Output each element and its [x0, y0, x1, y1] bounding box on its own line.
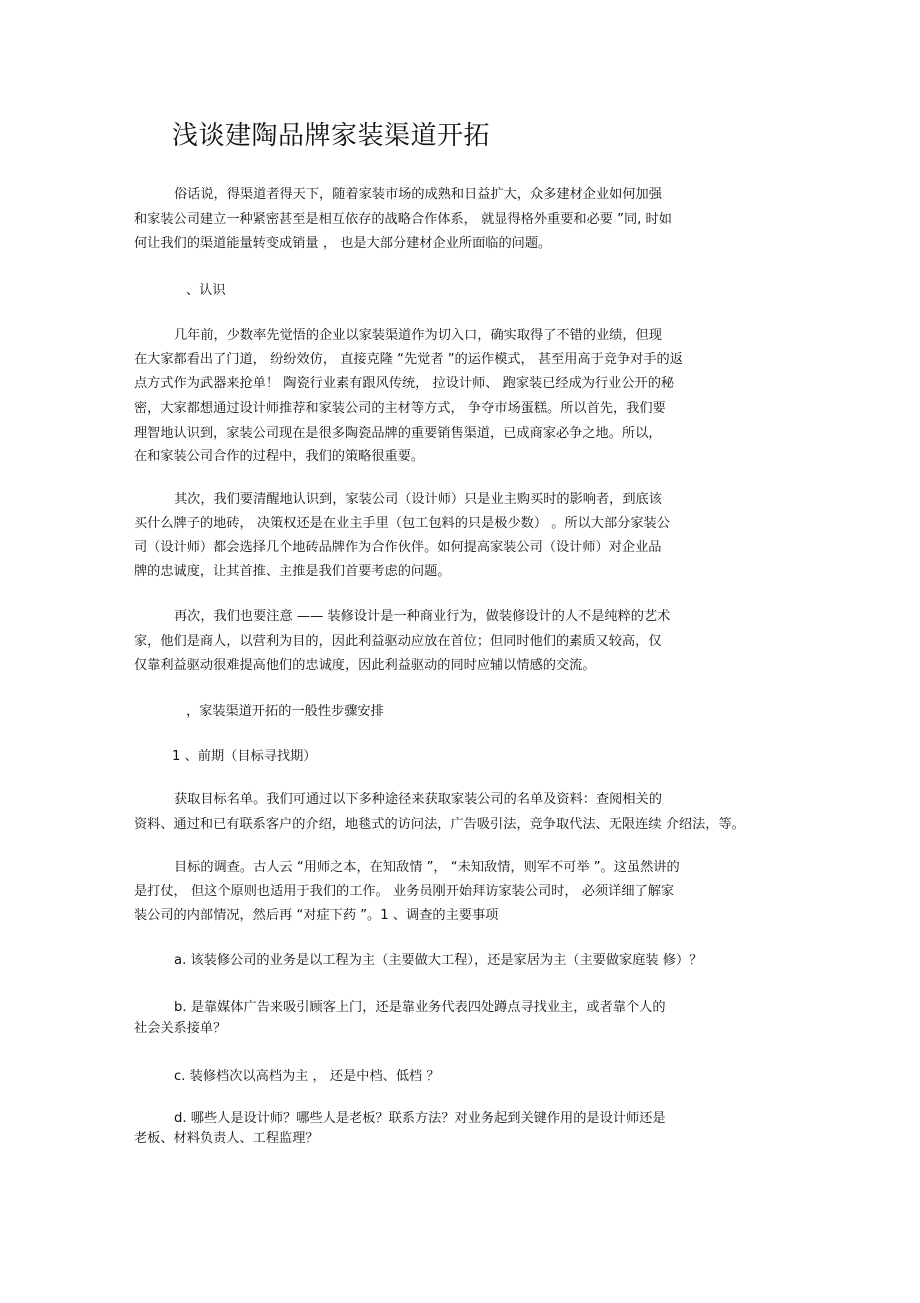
paragraph-line: 目标的调查。古人云 “用师之本，在知敌情 ”， “未知敌情，则军不可举 ”。这虽然讲的: [174, 860, 680, 875]
section-heading: ，家装渠道开拓的一般性步骤安排: [186, 704, 384, 719]
section-heading: 、认识: [186, 283, 226, 298]
list-item-b-continued: 社会关系接单？: [134, 1021, 227, 1036]
paragraph-line: 和家装公司建立一种紧密甚至是相互依存的战略合作体系， 就显得格外重要和必要 ”同, 时如: [134, 212, 672, 227]
paragraph-line: 在和家装公司合作的过程中，我们的策略很重要。: [134, 449, 425, 464]
paragraph-line: 密，大家都想通过设计师推荐和家装公司的主材等方式， 争夺市场蛋糕。所以首先，我们要: [134, 401, 666, 416]
paragraph-line: 装公司的内部情况，然后再 “对症下药 ”。1 、调查的主要事项: [134, 908, 499, 923]
paragraph-line: 资料、通过和已有联系客户的介绍，地毯式的访问法，广告吸引法，竞争取代法、无限连续 介绍法，等。: [134, 817, 745, 832]
paragraph-line: 几年前，少数率先觉悟的企业以家装渠道作为切入口，确实取得了不错的业绩，但现: [174, 328, 662, 343]
document-title: 浅谈建陶品牌家装渠道开拓: [172, 121, 491, 151]
paragraph-line: 何让我们的渠道能量转变成销量 ， 也是大部分建材企业所面临的问题。: [134, 236, 552, 251]
paragraph-line: 买什么牌子的地砖， 决策权还是在业主手里（包工包料的只是极少数） 。所以大部分家装公: [134, 516, 670, 531]
paragraph-line: 俗话说，得渠道者得天下，随着家装市场的成熟和日益扩大，众多建材企业如何加强: [174, 187, 662, 202]
paragraph-line: 获取目标名单。我们可通过以下多种途径来获取家装公司的名单及资料：查阅相关的: [174, 792, 662, 807]
paragraph-line: 家，他们是商人，以营利为目的，因此利益驱动应放在首位；但同时他们的素质又较高，仅: [134, 634, 662, 649]
paragraph-line: 再次，我们也要注意 —— 装修设计是一种商业行为，做装修设计的人不是纯粹的艺术: [174, 609, 671, 624]
paragraph-line: 在大家都看出了门道， 纷纷效仿， 直接克隆 “先觉者 ”的运作模式， 甚至用高于竞争对手的返: [134, 352, 683, 367]
paragraph-line: 其次，我们要清醒地认识到，家装公司（设计师）只是业主购买时的影响者，到底该: [174, 492, 662, 507]
paragraph-line: 仅靠利益驱动很难提高他们的忠诚度，因此利益驱动的同时应辅以情感的交流。: [134, 658, 596, 673]
paragraph-line: 牌的忠诚度，让其首推、主推是我们首要考虑的问题。: [134, 564, 451, 579]
paragraph-line: 理智地认识到，家装公司现在是很多陶瓷品牌的重要销售渠道，已成商家必争之地。所以，: [134, 426, 662, 441]
paragraph-line: 点方式作为武器来抢单！ 陶瓷行业素有跟风传统， 拉设计师、 跑家装已经成为行业公开的秘: [134, 376, 675, 391]
paragraph-line: 是打仗， 但这个原则也适用于我们的工作。 业务员刚开始拜访家装公司时， 必须详细了解家: [134, 884, 675, 899]
list-item-b: b. 是靠媒体广告来吸引顾客上门，还是靠业务代表四处蹲点寻找业主，或者靠个人的: [174, 1000, 666, 1015]
subsection-heading: 1 、前期（目标寻找期）: [172, 749, 317, 764]
list-item-c: c. 装修档次以高档为主 ， 还是中档、低档 ？: [174, 1069, 440, 1084]
paragraph-line: 司（设计师）都会选择几个地砖品牌作为合作伙伴。如何提高家装公司（设计师）对企业品: [134, 540, 662, 555]
list-item-d: d. 哪些人是设计师？哪些人是老板？联系方法？对业务起到关键作用的是设计师还是: [174, 1111, 666, 1126]
list-item-d-continued: 老板、材料负责人、工程监理？: [134, 1131, 319, 1146]
list-item-a: a. 该装修公司的业务是以工程为主（主要做大工程），还是家居为主（主要做家庭装 修）？: [174, 953, 703, 968]
